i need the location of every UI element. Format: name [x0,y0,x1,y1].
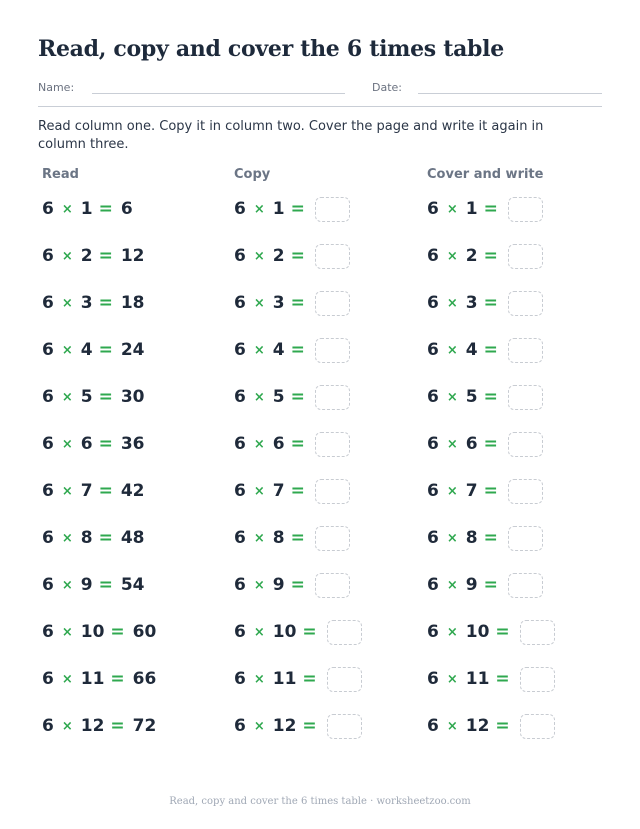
equals-sign: = [302,622,317,642]
times-sign: × [253,248,265,264]
times-sign: × [253,295,265,311]
equation-read [42,711,156,741]
answer-box[interactable] [315,526,350,551]
factor-a: 6 [427,387,439,407]
equation-cover [427,194,543,224]
factor-a: 6 [234,246,246,266]
factor-a: 6 [234,434,246,454]
times-sign: × [61,577,73,593]
answer-box[interactable] [520,714,555,739]
factor-a: 6 [427,575,439,595]
times-sign: × [446,671,458,687]
times-sign: × [446,624,458,640]
factor-a: 6 [234,575,246,595]
times-sign: × [61,671,73,687]
name-field[interactable] [92,93,345,94]
factor-b: 8 [272,528,285,548]
equation-read [42,523,145,553]
answer-box[interactable] [520,667,555,692]
equation-copy [234,570,350,600]
times-sign: × [253,671,265,687]
equation-copy [234,617,362,647]
factor-b: 12 [272,716,297,736]
equals-sign: = [483,575,498,595]
factor-a: 6 [234,293,246,313]
equals-sign: = [98,246,113,266]
equation-cover [427,617,555,647]
equals-sign: = [483,528,498,548]
factor-a: 6 [234,622,246,642]
equation-cover [427,382,543,412]
date-label: Date: [372,81,402,94]
equals-sign: = [98,387,113,407]
times-sign: × [446,436,458,452]
equation-read [42,288,145,318]
answer-box[interactable] [508,244,543,269]
factor-a: 6 [42,246,54,266]
factor-b: 8 [80,528,93,548]
times-sign: × [61,201,73,217]
answer-box[interactable] [520,620,555,645]
factor-b: 5 [80,387,93,407]
answer-box[interactable] [508,479,543,504]
factor-b: 6 [465,434,478,454]
factor-b: 4 [465,340,478,360]
factor-b: 6 [80,434,93,454]
equals-sign: = [98,528,113,548]
equals-sign: = [495,622,510,642]
answer: 24 [120,340,145,360]
equation-read [42,194,133,224]
equals-sign: = [290,340,305,360]
equals-sign: = [98,199,113,219]
times-sign: × [61,483,73,499]
factor-b: 3 [272,293,285,313]
equals-sign: = [483,481,498,501]
factor-a: 6 [42,528,54,548]
equals-sign: = [302,716,317,736]
column-header-copy: Copy [234,167,271,182]
factor-b: 10 [465,622,490,642]
equals-sign: = [290,481,305,501]
equals-sign: = [290,199,305,219]
equation-cover [427,288,543,318]
answer-box[interactable] [508,573,543,598]
answer: 72 [132,716,157,736]
factor-b: 7 [272,481,285,501]
equation-read [42,476,145,506]
factor-a: 6 [42,716,54,736]
answer: 48 [120,528,145,548]
answer-box[interactable] [508,197,543,222]
factor-a: 6 [42,340,54,360]
factor-a: 6 [42,575,54,595]
times-sign: × [446,342,458,358]
equals-sign: = [483,199,498,219]
equation-read [42,382,145,412]
answer-box[interactable] [315,432,350,457]
factor-a: 6 [427,622,439,642]
answer-box[interactable] [508,338,543,363]
answer-box[interactable] [315,573,350,598]
times-sign: × [61,530,73,546]
instructions: Read column one. Copy it in column two. Cover the page and write it again in column three. [38,119,544,152]
factor-a: 6 [427,246,439,266]
factor-a: 6 [427,434,439,454]
equals-sign: = [483,293,498,313]
times-sign: × [253,718,265,734]
equation-cover [427,570,543,600]
factor-a: 6 [42,387,54,407]
equation-copy [234,194,350,224]
answer: 60 [132,622,157,642]
answer: 30 [120,387,145,407]
factor-a: 6 [42,622,54,642]
factor-a: 6 [42,434,54,454]
equation-copy [234,241,350,271]
times-sign: × [61,295,73,311]
factor-b: 7 [465,481,478,501]
equation-copy [234,711,362,741]
equation-cover [427,711,555,741]
factor-a: 6 [427,340,439,360]
answer: 6 [120,199,133,219]
answer-box[interactable] [508,291,543,316]
times-sign: × [61,248,73,264]
factor-b: 9 [465,575,478,595]
answer-box[interactable] [327,714,362,739]
equation-cover [427,523,543,553]
answer: 36 [120,434,145,454]
factor-b: 11 [80,669,105,689]
times-sign: × [446,718,458,734]
equation-cover [427,335,543,365]
equals-sign: = [495,669,510,689]
factor-b: 12 [80,716,105,736]
factor-b: 4 [272,340,285,360]
footer: Read, copy and cover the 6 times table · worksheetzoo.com [169,796,471,807]
equals-sign: = [302,669,317,689]
times-sign: × [253,483,265,499]
equals-sign: = [483,246,498,266]
equation-copy [234,288,350,318]
answer: 12 [120,246,145,266]
equals-sign: = [290,387,305,407]
factor-b: 5 [272,387,285,407]
times-sign: × [61,389,73,405]
factor-b: 2 [465,246,478,266]
factor-a: 6 [42,481,54,501]
factor-a: 6 [427,716,439,736]
equals-sign: = [483,387,498,407]
factor-b: 6 [272,434,285,454]
factor-b: 11 [465,669,490,689]
name-label: Name: [38,81,75,94]
factor-a: 6 [427,199,439,219]
factor-a: 6 [234,669,246,689]
equals-sign: = [290,434,305,454]
equation-copy [234,476,350,506]
answer-box[interactable] [315,385,350,410]
times-sign: × [253,624,265,640]
answer: 18 [120,293,145,313]
answer: 66 [132,669,157,689]
factor-b: 9 [272,575,285,595]
factor-b: 10 [80,622,105,642]
equals-sign: = [290,528,305,548]
answer-box[interactable] [327,667,362,692]
factor-a: 6 [234,481,246,501]
times-sign: × [446,483,458,499]
times-sign: × [446,530,458,546]
factor-a: 6 [427,481,439,501]
factor-b: 7 [80,481,93,501]
equation-read [42,617,156,647]
factor-a: 6 [42,293,54,313]
times-sign: × [446,201,458,217]
equals-sign: = [495,716,510,736]
factor-a: 6 [427,528,439,548]
answer-box[interactable] [508,432,543,457]
times-sign: × [253,201,265,217]
factor-b: 1 [465,199,478,219]
answer: 42 [120,481,145,501]
factor-a: 6 [42,669,54,689]
times-sign: × [253,436,265,452]
date-field[interactable] [418,93,602,94]
equation-cover [427,664,555,694]
equation-read [42,570,145,600]
factor-a: 6 [234,387,246,407]
factor-b: 10 [272,622,297,642]
equals-sign: = [98,293,113,313]
equals-sign: = [483,434,498,454]
factor-b: 9 [80,575,93,595]
answer-box[interactable] [315,291,350,316]
factor-b: 2 [80,246,93,266]
answer-box[interactable] [315,338,350,363]
equals-sign: = [110,669,125,689]
answer-box[interactable] [315,197,350,222]
answer-box[interactable] [508,526,543,551]
factor-a: 6 [427,669,439,689]
equals-sign: = [483,340,498,360]
factor-a: 6 [234,340,246,360]
page-title: Read, copy and cover the 6 times table [38,36,504,62]
equation-cover [427,241,543,271]
equation-read [42,664,156,694]
equals-sign: = [290,575,305,595]
times-sign: × [446,295,458,311]
equation-copy [234,664,362,694]
times-sign: × [253,530,265,546]
factor-a: 6 [427,293,439,313]
times-sign: × [253,342,265,358]
equation-copy [234,429,350,459]
factor-a: 6 [234,716,246,736]
times-sign: × [446,389,458,405]
equals-sign: = [98,434,113,454]
equation-copy [234,382,350,412]
times-sign: × [61,342,73,358]
factor-b: 11 [272,669,297,689]
times-sign: × [61,436,73,452]
factor-b: 3 [80,293,93,313]
equation-cover [427,429,543,459]
times-sign: × [446,577,458,593]
factor-b: 8 [465,528,478,548]
times-sign: × [253,577,265,593]
equation-read [42,335,145,365]
factor-b: 2 [272,246,285,266]
factor-b: 5 [465,387,478,407]
factor-b: 1 [80,199,93,219]
answer: 54 [120,575,145,595]
times-sign: × [61,718,73,734]
equals-sign: = [98,575,113,595]
equation-copy [234,523,350,553]
equals-sign: = [98,340,113,360]
times-sign: × [253,389,265,405]
equation-cover [427,476,543,506]
times-sign: × [446,248,458,264]
equation-read [42,241,145,271]
factor-a: 6 [234,528,246,548]
factor-b: 3 [465,293,478,313]
equation-copy [234,335,350,365]
factor-b: 4 [80,340,93,360]
equals-sign: = [290,293,305,313]
answer-box[interactable] [315,479,350,504]
column-header-cover: Cover and write [427,167,544,182]
factor-a: 6 [234,199,246,219]
equals-sign: = [290,246,305,266]
equation-read [42,429,145,459]
answer-box[interactable] [508,385,543,410]
factor-b: 1 [272,199,285,219]
factor-b: 12 [465,716,490,736]
answer-box[interactable] [327,620,362,645]
factor-a: 6 [42,199,54,219]
times-sign: × [61,624,73,640]
equals-sign: = [98,481,113,501]
equals-sign: = [110,622,125,642]
equals-sign: = [110,716,125,736]
header-divider [38,106,602,107]
answer-box[interactable] [315,244,350,269]
column-header-read: Read [42,167,79,182]
